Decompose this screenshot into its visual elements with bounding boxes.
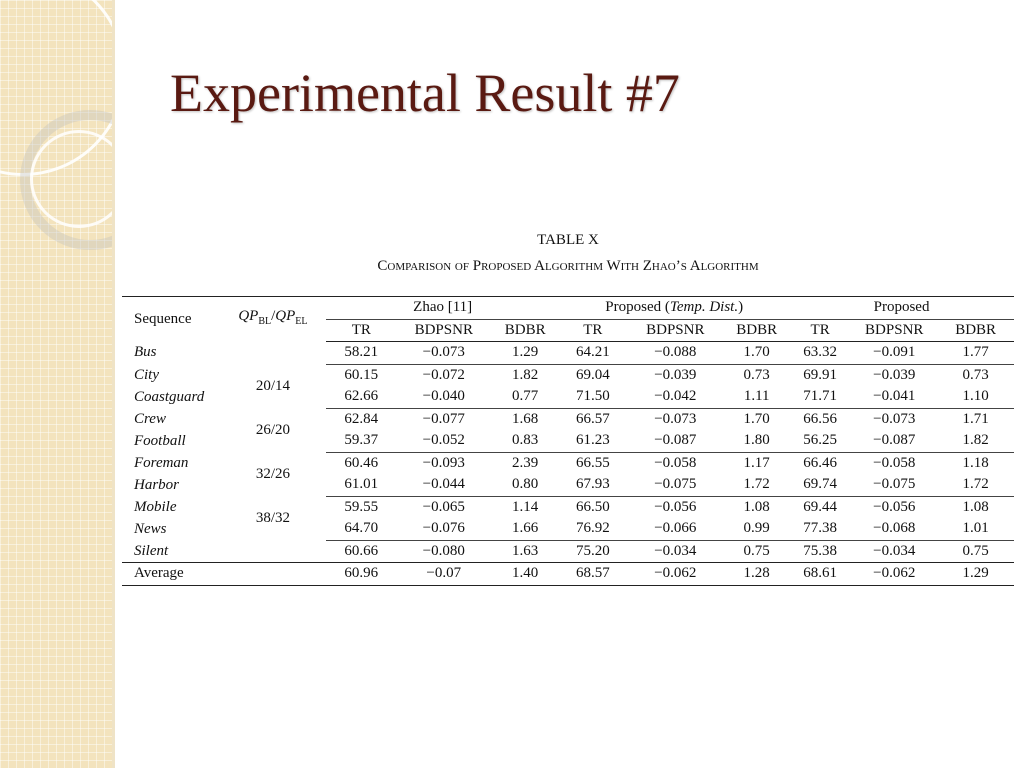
cell-value: 0.75	[743, 542, 770, 559]
cell-value: 1.66	[491, 518, 559, 540]
subheader-bdpsnr: BDPSNR	[397, 319, 492, 342]
cell-qp: 20/14	[255, 377, 291, 394]
cell-value: 1.11	[724, 386, 789, 408]
cell-value: −0.042	[626, 386, 724, 408]
subheader-tr: TR	[326, 319, 396, 342]
cell-value: 1.18	[962, 454, 989, 471]
cell-value: −0.058	[873, 454, 916, 471]
table-row	[122, 540, 1014, 563]
results-table	[122, 296, 1014, 586]
cell-value: 63.32	[789, 342, 851, 365]
cell-value: 66.57	[575, 410, 610, 427]
table-row	[122, 408, 1014, 430]
cell-average-value: 1.28	[724, 563, 789, 586]
cell-value: 71.71	[789, 386, 851, 408]
cell-qp-empty	[220, 563, 326, 586]
subheader-bdbr: BDBR	[491, 319, 559, 342]
cell-value: 60.46	[344, 454, 379, 471]
table-body	[122, 342, 1014, 586]
cell-value: −0.087	[851, 430, 937, 452]
cell-sequence: Bus	[134, 344, 157, 361]
cell-qp: 26/20	[255, 421, 291, 438]
cell-value: 1.82	[512, 366, 539, 383]
cell-average-value: 1.29	[937, 563, 1014, 586]
cell-value: −0.077	[422, 410, 465, 427]
cell-value: 1.08	[743, 498, 770, 515]
cell-value: 58.21	[326, 342, 396, 365]
subheader-bdbr: BDBR	[724, 319, 789, 342]
cell-value: −0.080	[422, 542, 465, 559]
table-row	[122, 364, 1014, 386]
cell-value: −0.088	[626, 342, 724, 365]
cell-value: 69.91	[803, 366, 837, 383]
cell-value: 64.21	[559, 342, 626, 365]
table-row	[122, 496, 1014, 518]
cell-value: −0.040	[397, 386, 492, 408]
table-header-row	[122, 297, 1014, 320]
cell-average-value: 68.61	[789, 563, 851, 586]
cell-value: −0.068	[851, 518, 937, 540]
cell-qp: 38/32	[255, 509, 291, 526]
cell-sequence: Football	[134, 432, 186, 449]
cell-value: 0.75	[962, 542, 989, 559]
cell-value: 1.71	[962, 410, 989, 427]
cell-value: 75.38	[803, 542, 837, 559]
cell-value: −0.039	[873, 366, 916, 383]
subheader-bdpsnr: BDPSNR	[851, 319, 937, 342]
cell-value: 56.25	[789, 430, 851, 452]
cell-value: 1.08	[962, 498, 989, 515]
cell-value: 62.66	[326, 386, 396, 408]
cell-value: 1.10	[937, 386, 1014, 408]
cell-average-value: 1.40	[491, 563, 559, 586]
cell-value: 67.93	[559, 474, 626, 496]
cell-sequence: Coastguard	[134, 388, 205, 405]
cell-average-value: −0.062	[851, 563, 937, 586]
cell-value: 61.01	[326, 474, 396, 496]
cell-value: −0.073	[873, 410, 916, 427]
cell-value: 66.55	[575, 454, 610, 471]
cell-value: 0.83	[491, 430, 559, 452]
cell-value: 66.46	[803, 454, 837, 471]
cell-value: 0.80	[491, 474, 559, 496]
table-caption: Comparison of Proposed Algorithm With Zhao’s Algorithm	[377, 258, 759, 274]
cell-sequence: Silent	[134, 542, 169, 559]
cell-value: 1.17	[743, 454, 770, 471]
cell-value: −0.056	[873, 498, 916, 515]
cell-value: 59.37	[326, 430, 396, 452]
cell-value: 1.80	[724, 430, 789, 452]
cell-value: −0.052	[397, 430, 492, 452]
cell-value: 62.84	[344, 410, 379, 427]
cell-value: −0.072	[422, 366, 465, 383]
table-row	[122, 342, 1014, 365]
cell-average-value: −0.062	[626, 563, 724, 586]
subheader-tr: TR	[789, 319, 851, 342]
cell-value: −0.041	[851, 386, 937, 408]
cell-value: 76.92	[559, 518, 626, 540]
cell-value: 1.29	[491, 342, 559, 365]
cell-sequence: News	[134, 520, 167, 537]
cell-value: 75.20	[575, 542, 610, 559]
header-sequence: Sequence	[134, 310, 192, 327]
cell-value: 1.70	[743, 410, 770, 427]
table-label: TABLE X	[537, 232, 599, 248]
cell-value: −0.039	[654, 366, 697, 383]
cell-value: −0.056	[654, 498, 697, 515]
cell-average-value: −0.07	[397, 563, 492, 586]
cell-average-value: 60.96	[326, 563, 396, 586]
cell-value: 66.50	[575, 498, 610, 515]
cell-value: 0.73	[962, 366, 989, 383]
cell-value: 1.72	[937, 474, 1014, 496]
cell-value: 1.68	[512, 410, 539, 427]
header-qp: $QP_{BL}/QP_{EL}$	[238, 308, 308, 328]
cell-value: −0.073	[397, 342, 492, 365]
cell-value: 1.70	[724, 342, 789, 365]
cell-value: −0.075	[626, 474, 724, 496]
cell-value: 1.01	[937, 518, 1014, 540]
cell-value: 1.14	[512, 498, 539, 515]
cell-sequence: Foreman	[134, 454, 189, 471]
decorative-side-panel	[0, 0, 115, 768]
cell-average-label: Average	[122, 563, 220, 586]
cell-value: 0.99	[724, 518, 789, 540]
average-row	[122, 563, 1014, 586]
cell-sequence: Crew	[134, 410, 166, 427]
cell-value: −0.093	[422, 454, 465, 471]
cell-value: 77.38	[789, 518, 851, 540]
cell-sequence: City	[134, 366, 159, 383]
subheader-bdbr: BDBR	[937, 319, 1014, 342]
table-row	[122, 452, 1014, 474]
cell-value: −0.073	[654, 410, 697, 427]
cell-value: 69.74	[789, 474, 851, 496]
cell-value: 0.77	[491, 386, 559, 408]
cell-value: 1.82	[937, 430, 1014, 452]
cell-value: 2.39	[512, 454, 539, 471]
cell-value: 71.50	[559, 386, 626, 408]
cell-value: 59.55	[344, 498, 379, 515]
cell-value: −0.034	[654, 542, 697, 559]
subheader-bdpsnr: BDPSNR	[626, 319, 724, 342]
cell-value: −0.058	[654, 454, 697, 471]
cell-value: −0.034	[873, 542, 916, 559]
cell-value: 1.77	[937, 342, 1014, 365]
cell-value: 1.72	[724, 474, 789, 496]
cell-value: 1.63	[512, 542, 539, 559]
cell-value: −0.076	[397, 518, 492, 540]
cell-qp-empty	[220, 540, 326, 563]
cell-value: 64.70	[326, 518, 396, 540]
subheader-tr: TR	[559, 319, 626, 342]
cell-value: −0.044	[397, 474, 492, 496]
cell-qp-empty	[220, 342, 326, 365]
slide-title: Experimental Result #7	[170, 63, 680, 123]
cell-average-value: 68.57	[559, 563, 626, 586]
header-group-proposed: Proposed	[789, 297, 1014, 320]
cell-value: 66.56	[803, 410, 837, 427]
cell-value: 60.66	[344, 542, 379, 559]
cell-value: 61.23	[559, 430, 626, 452]
cell-value: −0.075	[851, 474, 937, 496]
header-group-proposed-temp-dist: Proposed (Temp. Dist.)	[559, 297, 789, 320]
cell-value: −0.091	[851, 342, 937, 365]
cell-value: −0.066	[626, 518, 724, 540]
cell-value: −0.087	[626, 430, 724, 452]
cell-value: −0.065	[422, 498, 465, 515]
cell-value: 0.73	[743, 366, 770, 383]
cell-sequence: Mobile	[134, 498, 177, 515]
cell-value: 69.44	[803, 498, 837, 515]
cell-qp: 32/26	[255, 465, 291, 482]
header-group-zhao: Zhao [11]	[326, 297, 559, 320]
cell-value: 60.15	[344, 366, 379, 383]
cell-value: 69.04	[575, 366, 610, 383]
cell-sequence: Harbor	[134, 476, 180, 493]
